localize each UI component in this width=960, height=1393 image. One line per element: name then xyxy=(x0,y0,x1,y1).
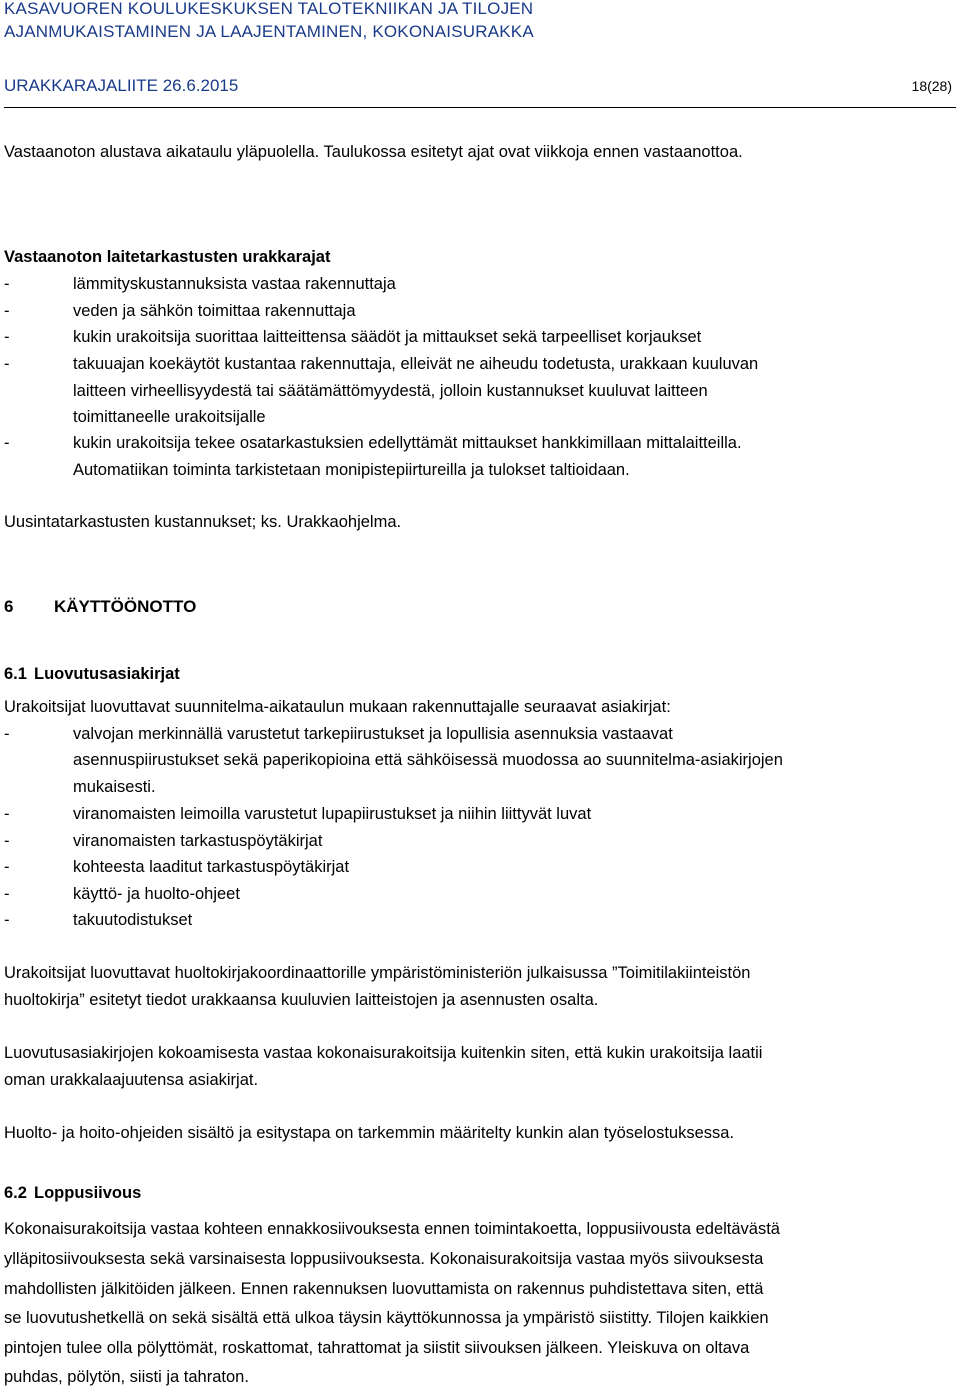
handover-dash-2: - xyxy=(4,805,10,823)
inspection-item-4-cont1: laitteen virheellisyydestä tai säätämättömyydestä, jolloin kustannukset kuuluvat laitteen xyxy=(73,382,708,400)
section-6-1-lead: Urakoitsijat luovuttavat suunnitelma-aikataulun mukaan rakennuttajalle seuraavat asiakirjat: xyxy=(4,698,671,716)
cleaning-line-4: se luovutushetkellä on sekä sisältä että ulkoa täysin käyttökunnossa ja ympäristö siistitty. Tilojen kaikkien xyxy=(4,1309,769,1327)
header-appendix: URAKKARAJALIITE 26.6.2015 xyxy=(4,76,239,95)
cleaning-line-5: pintojen tulee olla pölyttömät, roskattomat, tahrattomat ja siistit siivouksen jälkeen. Yleiskuva on oltava xyxy=(4,1339,750,1357)
intro-paragraph: Vastaanoton alustava aikataulu yläpuolella. Taulukossa esitetyt ajat ovat viikkoja ennen vastaanottoa. xyxy=(4,143,743,161)
handover-item-6: takuutodistukset xyxy=(73,911,193,929)
cleaning-line-3: mahdollisten jälkitöiden jälkeen. Ennen rakennuksen luovuttamista on rakennus puhdistettava siten, että xyxy=(4,1280,764,1298)
handover-dash-6: - xyxy=(4,911,10,929)
cleaning-line-6: puhdas, pölytön, siisti ja tahraton. xyxy=(4,1368,249,1386)
inspection-dash-3: - xyxy=(4,328,10,346)
handover-item-5: käyttö- ja huolto-ohjeet xyxy=(73,885,240,903)
section-6-1-title: Luovutusasiakirjat xyxy=(34,665,180,683)
maintenance-book-para-line2: huoltokirja” esitetyt tiedot urakkaansa kuuluvien laitteistojen ja asennusten osalta. xyxy=(4,991,599,1009)
section-6-1-number: 6.1 xyxy=(4,665,27,683)
handover-item-3: viranomaisten tarkastuspöytäkirjat xyxy=(73,832,323,850)
handover-item-1: valvojan merkinnällä varustetut tarkepiirustukset ja lopullisia asennuksia vastaavat xyxy=(73,725,673,743)
cleaning-line-2: ylläpitosiivouksesta sekä varsinaisesta loppusiivouksesta. Kokonaisurakoitsija vastaa myös siivouksesta xyxy=(4,1250,764,1268)
inspection-item-5-cont: Automatiikan toiminta tarkistetaan monipistepiirtureilla ja tulokset taltioidaan. xyxy=(73,461,630,479)
handover-item-1-cont1: asennuspiirustukset sekä paperikopioina että sähköisessä muodossa ao suunnitelma-asiakirjojen xyxy=(73,751,783,769)
section-6-title: KÄYTTÖÖNOTTO xyxy=(54,597,197,616)
compilation-para-line1: Luovutusasiakirjojen kokoamisesta vastaa kokonaisurakoitsija kuitenkin siten, että kukin urakoitsija laatii xyxy=(4,1044,763,1062)
handover-item-1-cont2: mukaisesti. xyxy=(73,778,156,796)
section-6-number: 6 xyxy=(4,597,14,616)
inspection-dash-5: - xyxy=(4,434,10,452)
inspection-item-1: lämmityskustannuksista vastaa rakennuttaja xyxy=(73,275,396,293)
section-6-heading xyxy=(4,597,196,617)
inspection-item-5: kukin urakoitsija tekee osatarkastuksien edellyttämät mittaukset hankkimillaan mittalaitteilla. xyxy=(73,434,742,452)
reinspection-note: Uusintatarkastusten kustannukset; ks. Urakkaohjelma. xyxy=(4,513,402,531)
compilation-para-line2: oman urakkalaajuutensa asiakirjat. xyxy=(4,1071,259,1089)
inspection-item-4-cont2: toimittaneelle urakoitsijalle xyxy=(73,408,266,426)
inspection-dash-4: - xyxy=(4,355,10,373)
handover-dash-3: - xyxy=(4,832,10,850)
maintenance-book-para-line1: Urakoitsijat luovuttavat huoltokirjakoordinaattorille ympäristöministeriön julkaisussa ”Toimitilakiinteistön xyxy=(4,964,751,982)
header-title-line1: KASAVUOREN KOULUKESKUKSEN TALOTEKNIIKAN JA TILOJEN xyxy=(4,0,534,18)
handover-dash-1: - xyxy=(4,725,10,743)
handover-dash-4: - xyxy=(4,858,10,876)
handover-item-4: kohteesta laaditut tarkastuspöytäkirjat xyxy=(73,858,350,876)
section-6-2-heading xyxy=(4,1184,141,1203)
inspection-item-3: kukin urakoitsija suorittaa laitteittensa säädöt ja mittaukset sekä tarpeelliset korjaukset xyxy=(73,328,702,346)
handover-item-2: viranomaisten leimoilla varustetut lupapiirustukset ja niihin liittyvät luvat xyxy=(73,805,592,823)
inspection-dash-2: - xyxy=(4,302,10,320)
header-title-line2: AJANMUKAISTAMINEN JA LAAJENTAMINEN, KOKONAISURAKKA xyxy=(4,22,534,41)
inspection-heading: Vastaanoton laitetarkastusten urakkarajat xyxy=(4,248,331,266)
section-6-2-title: Loppusiivous xyxy=(34,1184,142,1202)
cleaning-line-1: Kokonaisurakoitsija vastaa kohteen ennakkosiivouksesta ennen toimintakoetta, loppusiivousta edeltävästä xyxy=(4,1220,780,1238)
handover-dash-5: - xyxy=(4,885,10,903)
header-divider xyxy=(4,107,956,108)
section-6-1-heading xyxy=(4,665,180,684)
section-6-2-number: 6.2 xyxy=(4,1184,27,1202)
instructions-para: Huolto- ja hoito-ohjeiden sisältö ja esitystapa on tarkemmin määritelty kunkin alan työselostuksessa. xyxy=(4,1124,735,1142)
inspection-item-2: veden ja sähkön toimittaa rakennuttaja xyxy=(73,302,356,320)
inspection-item-4: takuuajan koekäytöt kustantaa rakennuttaja, elleivät ne aiheudu todetusta, urakkaan kuuluvan xyxy=(73,355,759,373)
inspection-dash-1: - xyxy=(4,275,10,293)
page-number: 18(28) xyxy=(911,78,952,94)
